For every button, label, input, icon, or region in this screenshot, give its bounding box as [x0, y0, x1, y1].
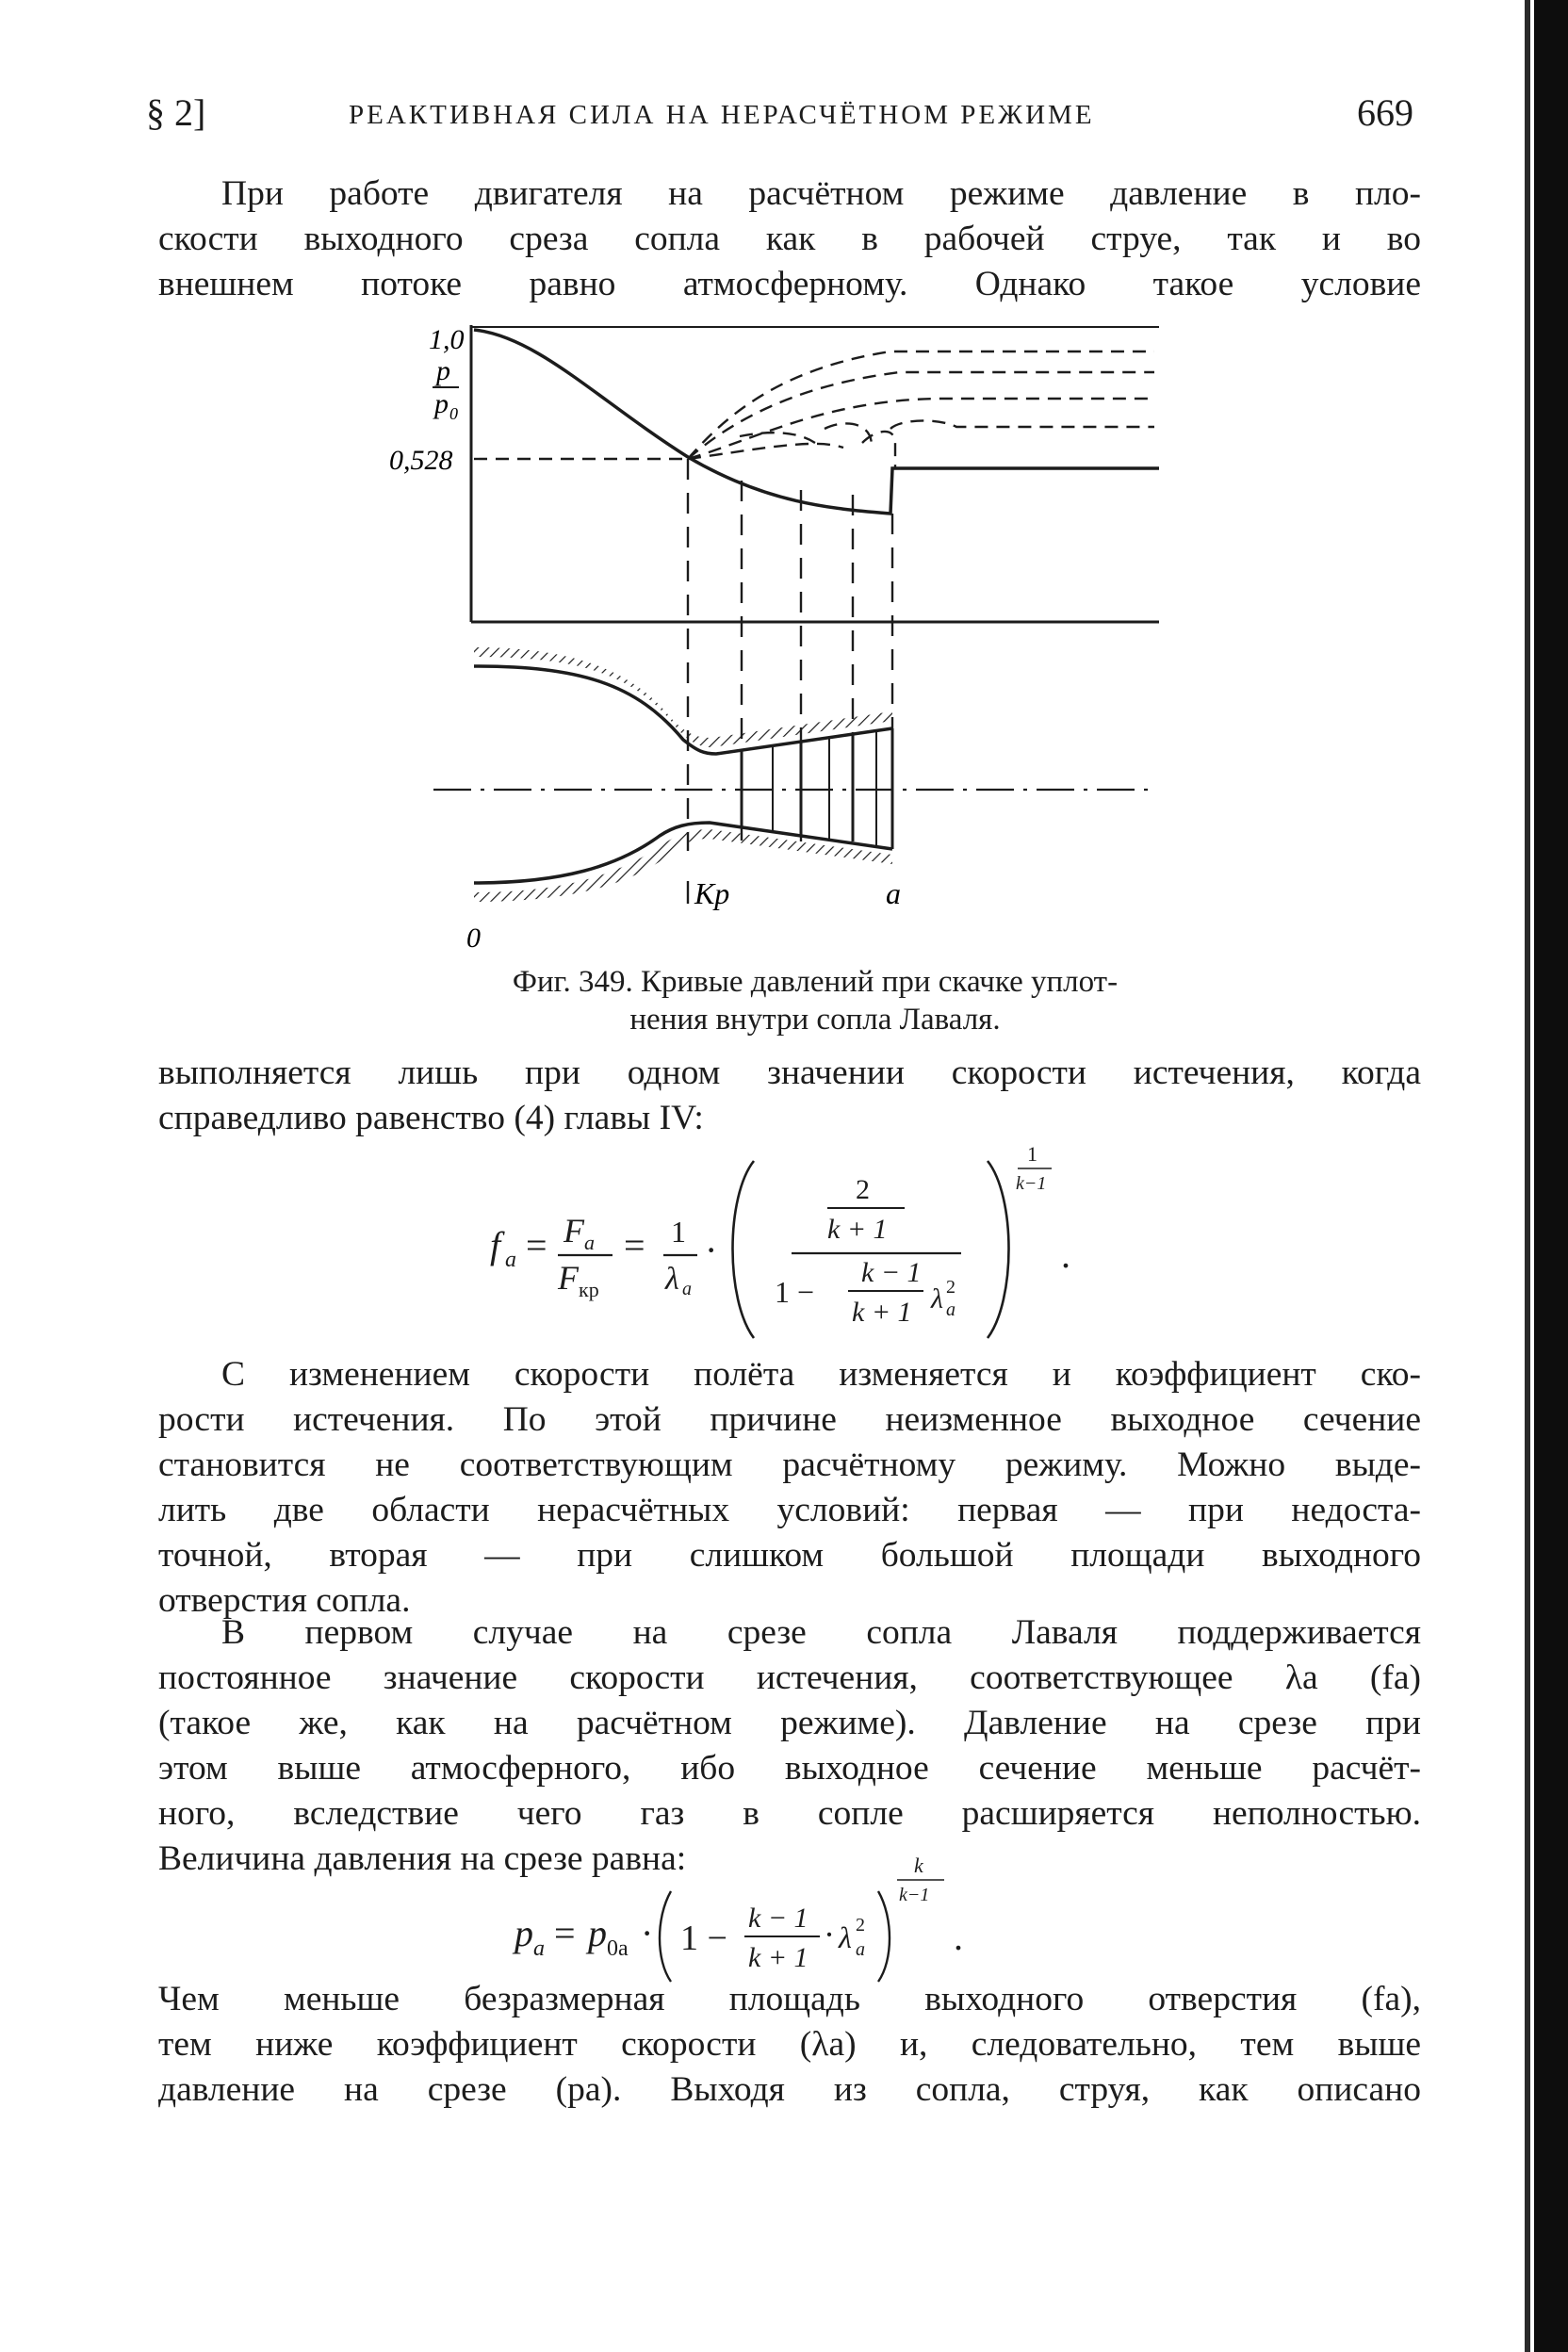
paragraph-off-design: [158, 1352, 1421, 1624]
svg-text:p: p: [514, 1912, 533, 1954]
page-number: 669: [1357, 91, 1413, 134]
figure-349-laval-nozzle-pressure: [372, 316, 1192, 956]
text-line: становится не соответствующим расчётному режиму. Можно выде-: [158, 1446, 1421, 1484]
running-title: РЕАКТИВНАЯ СИЛА НА НЕРАСЧЁТНОМ РЕЖИМЕ: [349, 100, 1095, 130]
text-line: рости истечения. По этой причине неизменное выходное сечение: [158, 1400, 1421, 1439]
text-line: отверстия сопла.: [158, 1581, 411, 1620]
svg-text:a: a: [505, 1248, 516, 1272]
text-line: В первом случае на срезе сопла Лаваля поддерживается: [221, 1613, 1421, 1652]
svg-text:k + 1: k + 1: [748, 1942, 808, 1973]
svg-text:a: a: [584, 1231, 595, 1254]
svg-text:.: .: [954, 1916, 963, 1958]
text-line: выполняется лишь при одном значении скорости истечения, когда: [158, 1054, 1421, 1092]
nozzle-upper-wall: [474, 647, 892, 754]
text-line: ного, вследствие чего газ в сопле расширяется неполностью.: [158, 1794, 1421, 1833]
text-line: (такое же, как на расчётном режиме). Давление на срезе при: [158, 1704, 1421, 1742]
section-number: § 2]: [146, 91, 206, 134]
svg-text:p: p: [436, 355, 450, 386]
svg-text:2: 2: [856, 1915, 865, 1936]
text-line: постоянное значение скорости истечения, соответствующее λa (fa): [158, 1658, 1421, 1697]
svg-text:a: a: [856, 1939, 865, 1960]
text-line: точной, вторая — при слишком большой площади выходного: [158, 1536, 1421, 1575]
page-binding-shadow: [1534, 0, 1568, 2352]
text-line: При работе двигателя на расчётном режиме давление в пло-: [221, 174, 1421, 213]
label-exit-a: a: [886, 876, 901, 910]
svg-text:1: 1: [1027, 1142, 1037, 1166]
axis-label-critical-ratio: 0,528: [389, 445, 453, 476]
formula-area-ratio: [471, 1140, 1112, 1348]
svg-text:2: 2: [946, 1277, 956, 1298]
text-line: давление на срезе (pa). Выходя из сопла, струя, как описано: [158, 2070, 1421, 2109]
paragraph-first-case: [158, 1610, 1421, 1882]
svg-text:2: 2: [856, 1174, 870, 1205]
text-line: тем ниже коэффициент скорости (λa) и, следовательно, тем выше: [158, 2025, 1421, 2064]
svg-text:k + 1: k + 1: [827, 1214, 888, 1245]
text-line: справедливо равенство (4) главы IV:: [158, 1099, 704, 1137]
page-binding-edge: [1525, 0, 1530, 2352]
caption-line: нения внутри сопла Лаваля.: [629, 1003, 1001, 1037]
svg-text:k + 1: k + 1: [852, 1297, 912, 1328]
svg-text:λ: λ: [839, 1920, 852, 1954]
caption-line: Фиг. 349. Кривые давлений при скачке уплот-: [512, 965, 1119, 999]
text-line: этом выше атмосферного, ибо выходное сечение меньше расчёт-: [158, 1749, 1421, 1788]
projection-dashed-lines: [688, 459, 892, 851]
formula-exit-pressure: [509, 1852, 1055, 1984]
text-line: скости выходного среза сопла как в рабочей струе, так и во: [158, 220, 1421, 258]
pressure-curve: [474, 330, 1159, 514]
svg-text:=: =: [554, 1912, 576, 1954]
text-line: внешнем потоке равно атмосферному. Однако такое условие: [158, 265, 1421, 303]
svg-text:p: p: [588, 1912, 607, 1954]
svg-text:F: F: [564, 1212, 584, 1250]
svg-text:a: a: [682, 1279, 692, 1299]
svg-text:кр: кр: [579, 1278, 599, 1301]
svg-text:·: ·: [705, 1229, 718, 1271]
running-header: [146, 90, 1413, 138]
svg-text:a: a: [533, 1936, 545, 1961]
svg-text:k − 1: k − 1: [748, 1903, 808, 1934]
axis-label-one: 1,0: [429, 324, 465, 355]
svg-text:p: p: [434, 388, 449, 419]
svg-text:·: ·: [641, 1912, 654, 1954]
svg-text:·: ·: [824, 1916, 835, 1953]
paragraph-condition: [158, 1051, 1421, 1141]
text-line: лить две области нерасчётных условий: первая — при недоста-: [158, 1491, 1421, 1529]
figure-caption: [415, 963, 1216, 1038]
svg-text:=: =: [526, 1224, 547, 1266]
svg-text:k: k: [914, 1854, 923, 1877]
svg-text:λ: λ: [665, 1262, 679, 1297]
label-inlet-section-0: 0: [466, 923, 481, 954]
svg-text:a: a: [946, 1299, 956, 1320]
svg-text:F: F: [558, 1259, 579, 1297]
alternative-pressure-curves: [688, 351, 1154, 468]
svg-text:k−1: k−1: [899, 1885, 930, 1905]
svg-text:f: f: [490, 1224, 501, 1266]
svg-text:1: 1: [671, 1215, 686, 1249]
svg-text:=: =: [624, 1224, 645, 1266]
svg-text:0: 0: [449, 404, 458, 423]
svg-text:1 −: 1 −: [680, 1919, 727, 1958]
text-line: Величина давления на срезе равна:: [158, 1839, 687, 1878]
paragraph-intro: [158, 172, 1421, 307]
text-line: С изменением скорости полёта изменяется и коэффициент ско-: [221, 1355, 1421, 1394]
svg-text:k − 1: k − 1: [861, 1257, 922, 1288]
text-line: Чем меньше безразмерная площадь выходного отверстия (fa),: [158, 1980, 1421, 2018]
label-throat-kr: Кр: [694, 876, 730, 910]
paragraph-smaller-area: [158, 1977, 1421, 2113]
svg-text:.: .: [1061, 1233, 1070, 1276]
svg-text:1 −: 1 −: [775, 1275, 815, 1309]
svg-text:0a: 0a: [607, 1936, 629, 1961]
axis-label-p-over-p0: [433, 355, 459, 423]
svg-text:λ: λ: [931, 1283, 943, 1315]
svg-text:k−1: k−1: [1016, 1173, 1047, 1194]
